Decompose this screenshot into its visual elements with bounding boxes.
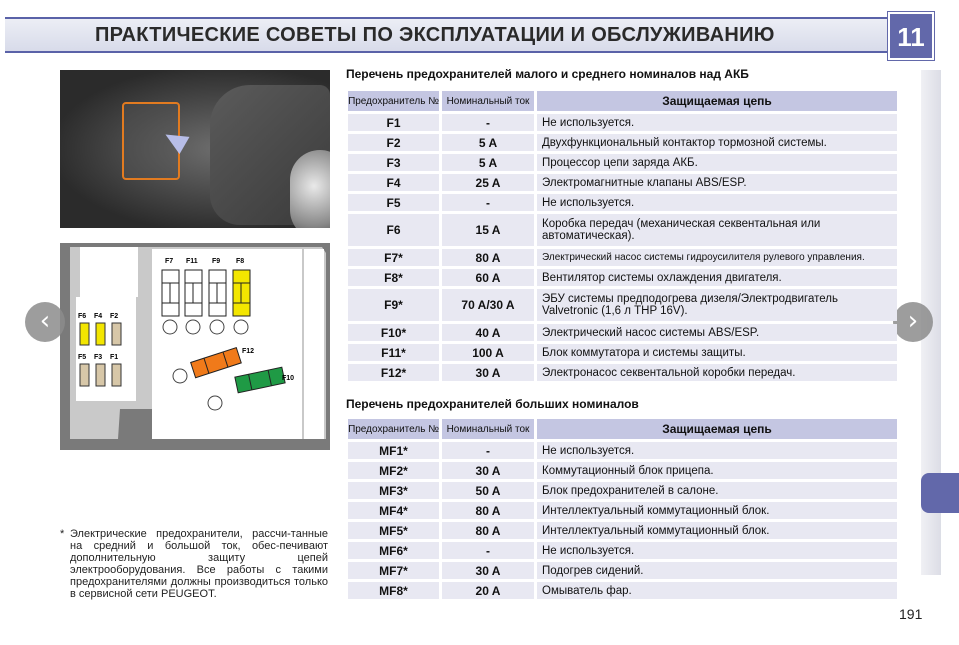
protected-circuit-cell: Блок предохранителей в салоне.	[537, 482, 897, 499]
fuse-number-cell: MF5*	[348, 522, 439, 539]
left-top-panel	[80, 247, 138, 297]
rated-current-cell: 40 A	[442, 324, 534, 341]
fuse-number-cell: MF3*	[348, 482, 439, 499]
protected-circuit-cell: Вентилятор системы охлаждения двигателя.	[537, 269, 897, 286]
rated-current-cell: 15 A	[442, 214, 534, 246]
chapter-tab	[888, 12, 934, 60]
table-row	[348, 442, 897, 459]
table-row	[348, 194, 897, 211]
fuse-number-cell: F7*	[348, 249, 439, 266]
label-F7: F7	[165, 258, 174, 265]
footnote-marker: *	[60, 528, 65, 540]
col-protected-circuit: Защищаемая цепь	[537, 419, 897, 439]
rated-current-cell: 60 A	[442, 269, 534, 286]
fuse-number-cell: F4	[348, 174, 439, 191]
table-row	[348, 249, 897, 266]
page-number: 191	[899, 606, 923, 622]
protected-circuit-cell: Не используется.	[537, 114, 897, 131]
table-row	[348, 582, 897, 599]
footnote-text: Электрические предохранители, рассчи-танные на средний и большой ток, обес-печивают дополнительную защиту цепей электрооборудования. Все работы с такими предохранителями должны производиться только в сервисной сети PEUGEOT.	[70, 528, 328, 600]
fuse-table-small-medium	[345, 88, 900, 384]
protected-circuit-cell: Двухфункциональный контактор тормозной системы.	[537, 134, 897, 151]
rated-current-cell: 80 A	[442, 522, 534, 539]
label-F3: F3	[94, 354, 103, 361]
fuse-number-cell: F11*	[348, 344, 439, 361]
fuse-F8	[233, 270, 250, 316]
table-row	[348, 344, 897, 361]
label-F2: F2	[110, 313, 119, 320]
headlamp	[290, 150, 330, 228]
label-F9: F9	[212, 258, 221, 265]
protected-circuit-cell: Подогрев сидений.	[537, 562, 897, 579]
table-row	[348, 522, 897, 539]
table-row	[348, 289, 897, 321]
label-F8: F8	[236, 258, 245, 265]
fuse-number-cell: MF2*	[348, 462, 439, 479]
protected-circuit-cell: Омыватель фар.	[537, 582, 897, 599]
rated-current-cell: 30 A	[442, 462, 534, 479]
fuse-number-cell: F2	[348, 134, 439, 151]
table1-title: Перечень предохранителей малого и среднего номиналов над АКБ	[346, 67, 749, 81]
protected-circuit-cell: Интеллектуальный коммутационный блок.	[537, 522, 897, 539]
fuse-number-cell: F9*	[348, 289, 439, 321]
fuse-number-cell: MF8*	[348, 582, 439, 599]
table-row	[348, 562, 897, 579]
table-row	[348, 502, 897, 519]
fuse-number-cell: MF6*	[348, 542, 439, 559]
rated-current-cell: 80 A	[442, 502, 534, 519]
footnote	[60, 528, 328, 600]
fuse-number-cell: F1	[348, 114, 439, 131]
rated-current-cell: -	[442, 442, 534, 459]
table2-title: Перечень предохранителей больших номиналов	[346, 397, 639, 411]
rated-current-cell: 30 A	[442, 562, 534, 579]
table-row	[348, 542, 897, 559]
rated-current-cell: -	[442, 542, 534, 559]
fuse-F9	[209, 270, 226, 316]
table-row	[348, 482, 897, 499]
fuse-number-cell: F8*	[348, 269, 439, 286]
page-title: ПРАКТИЧЕСКИЕ СОВЕТЫ ПО ЭКСПЛУАТАЦИИ И ОБСЛУЖИВАНИЮ	[95, 24, 775, 46]
label-F6: F6	[78, 313, 87, 320]
table-row	[348, 364, 897, 381]
rated-current-cell: 5 A	[442, 134, 534, 151]
chevron-right-icon: ›	[907, 306, 919, 336]
table-row	[348, 174, 897, 191]
fuse-number-cell: F12*	[348, 364, 439, 381]
label-F1: F1	[110, 354, 119, 361]
protected-circuit-cell: Коробка передач (механическая секвентальная или автоматическая).	[537, 214, 897, 246]
fuse-number-cell: F3	[348, 154, 439, 171]
rated-current-cell: 20 A	[442, 582, 534, 599]
fuse-number-cell: F6	[348, 214, 439, 246]
protected-circuit-cell: Интеллектуальный коммутационный блок.	[537, 502, 897, 519]
previous-page-button[interactable]	[25, 302, 65, 342]
rated-current-cell: 70 A/30 A	[442, 289, 534, 321]
col-protected-circuit: Защищаемая цепь	[537, 91, 897, 111]
table-row	[348, 154, 897, 171]
col-rated-current: Номинальный ток	[442, 419, 534, 439]
protected-circuit-cell: Электрический насос системы ABS/ESP.	[537, 324, 897, 341]
label-F5: F5	[78, 354, 87, 361]
rated-current-cell: 100 A	[442, 344, 534, 361]
protected-circuit-cell: Процессор цепи заряда АКБ.	[537, 154, 897, 171]
protected-circuit-cell: ЭБУ системы предподогрева дизеля/Электродвигатель Valvetronic (1,6 л THP 16V).	[537, 289, 897, 321]
fuse-number-cell: MF7*	[348, 562, 439, 579]
fuse-number-cell: MF1*	[348, 442, 439, 459]
protected-circuit-cell: Блок коммутатора и системы защиты.	[537, 344, 897, 361]
protected-circuit-cell: Электрический насос системы гидроусилителя рулевого управления.	[537, 249, 897, 266]
label-F11: F11	[186, 258, 198, 265]
table-header-row	[348, 419, 897, 439]
protected-circuit-cell: Не используется.	[537, 194, 897, 211]
chapter-number: 11	[897, 22, 925, 52]
rated-current-cell: 25 A	[442, 174, 534, 191]
protected-circuit-cell: Не используется.	[537, 442, 897, 459]
page-header	[0, 0, 959, 62]
table-row	[348, 214, 897, 246]
table-row	[348, 269, 897, 286]
rated-current-cell: -	[442, 194, 534, 211]
rated-current-cell: 30 A	[442, 364, 534, 381]
rated-current-cell: 80 A	[442, 249, 534, 266]
chevron-left-icon: ‹	[39, 306, 51, 336]
label-F4: F4	[94, 313, 103, 320]
protected-circuit-cell: Не используется.	[537, 542, 897, 559]
col-fuse-number: Предохранитель №	[348, 91, 439, 111]
label-F10: F10	[282, 375, 295, 382]
fusebox-diagram	[60, 243, 330, 450]
fuse-number-cell: F5	[348, 194, 439, 211]
fuse-number-cell: MF4*	[348, 502, 439, 519]
table-row	[348, 324, 897, 341]
rated-current-cell: 50 A	[442, 482, 534, 499]
rated-current-cell: 5 A	[442, 154, 534, 171]
rated-current-cell: -	[442, 114, 534, 131]
engine-bay-photo	[60, 70, 330, 228]
table-row	[348, 462, 897, 479]
col-rated-current: Номинальный ток	[442, 91, 534, 111]
protected-circuit-cell: Электронасос секвентальной коробки передач.	[537, 364, 897, 381]
label-F12: F12	[242, 348, 255, 355]
protected-circuit-cell: Электромагнитные клапаны ABS/ESP.	[537, 174, 897, 191]
table-row	[348, 114, 897, 131]
fuse-table-large	[345, 416, 900, 602]
col-fuse-number: Предохранитель №	[348, 419, 439, 439]
right-panel	[304, 249, 324, 439]
protected-circuit-cell: Коммутационный блок прицепа.	[537, 462, 897, 479]
fuse-number-cell: F10*	[348, 324, 439, 341]
fuse-F7	[162, 270, 179, 316]
active-section-tab[interactable]	[921, 473, 959, 513]
table-row	[348, 134, 897, 151]
table-header-row	[348, 91, 897, 111]
fuse-F11	[185, 270, 202, 316]
